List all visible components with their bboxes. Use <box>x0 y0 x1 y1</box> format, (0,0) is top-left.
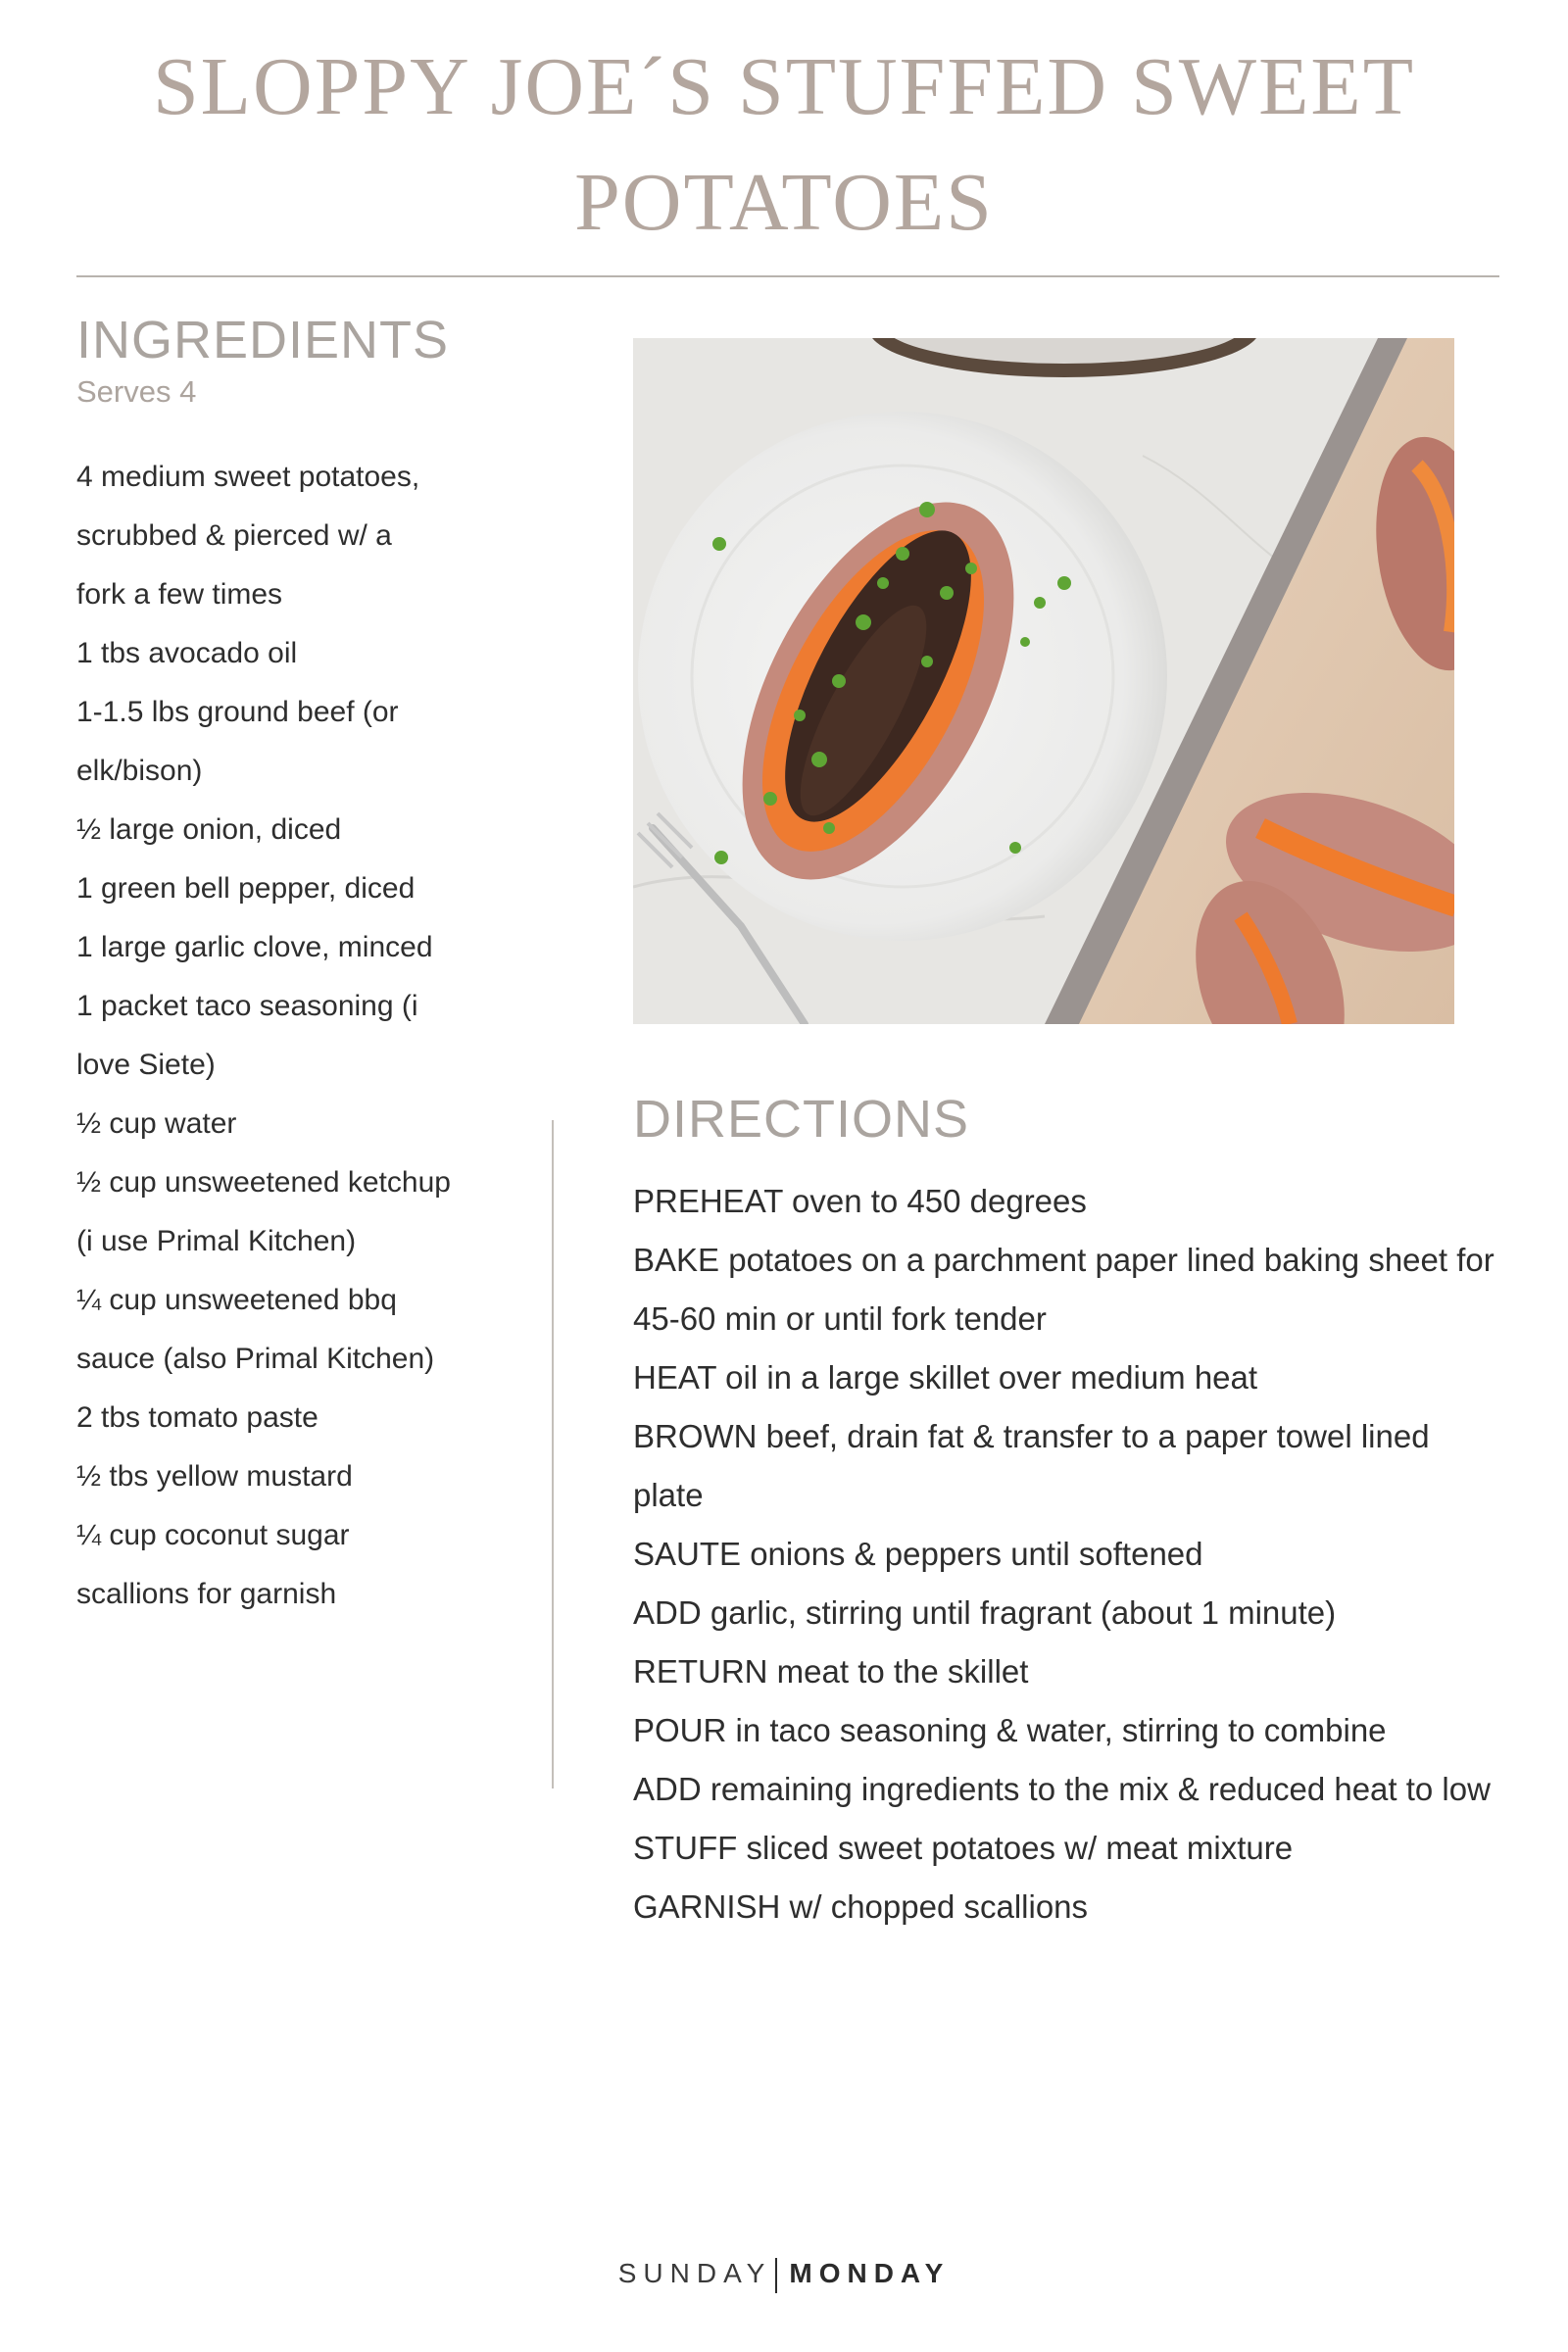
ingredient-line: 1-1.5 lbs ground beef (or <box>76 696 399 728</box>
recipe-title <box>98 29 1470 261</box>
direction-line: ADD remaining ingredients to the mix & reduced heat to low <box>633 1771 1491 1807</box>
direction-line: plate <box>633 1477 704 1513</box>
ingredient-line: 1 tbs avocado oil <box>76 637 298 669</box>
recipe-title-line-2: POTATOES <box>574 157 994 248</box>
serves-label: Serves 4 <box>76 374 197 409</box>
direction-line: 45-60 min or until fork tender <box>633 1300 1047 1337</box>
direction-line: BROWN beef, drain fat & transfer to a paper towel lined <box>633 1418 1430 1454</box>
ingredient-line: ½ tbs yellow mustard <box>76 1460 353 1493</box>
ingredient-line: scallions for garnish <box>76 1578 337 1610</box>
direction-line: SAUTE onions & peppers until softened <box>633 1536 1203 1572</box>
title-divider <box>76 275 1499 277</box>
brand-separator <box>775 2258 777 2293</box>
ingredients-list <box>76 448 488 1624</box>
direction-line: RETURN meat to the skillet <box>633 1653 1029 1690</box>
footer-brand <box>0 2254 1568 2293</box>
direction-line: BAKE potatoes on a parchment paper lined baking sheet for <box>633 1242 1494 1278</box>
ingredient-line: 1 green bell pepper, diced <box>76 872 416 905</box>
ingredient-line: 4 medium sweet potatoes, <box>76 461 420 493</box>
direction-line: PREHEAT oven to 450 degrees <box>633 1183 1087 1219</box>
directions-list <box>633 1172 1515 1936</box>
ingredient-line: 1 packet taco seasoning (i <box>76 990 418 1022</box>
directions-heading: DIRECTIONS <box>633 1090 970 1149</box>
ingredient-line: ½ cup water <box>76 1107 237 1140</box>
column-divider <box>552 1120 554 1788</box>
brand-sunday: SUNDAY <box>617 2258 772 2288</box>
ingredient-line: sauce (also Primal Kitchen) <box>76 1343 435 1375</box>
ingredient-line: love Siete) <box>76 1049 216 1081</box>
ingredient-line: scrubbed & pierced w/ a <box>76 519 392 552</box>
direction-line: GARNISH w/ chopped scallions <box>633 1888 1089 1925</box>
brand-monday: MONDAY <box>789 2258 951 2288</box>
ingredient-line: (i use Primal Kitchen) <box>76 1225 357 1257</box>
ingredient-line: fork a few times <box>76 578 283 611</box>
ingredient-line: 1 large garlic clove, minced <box>76 931 433 963</box>
ingredient-line: ½ cup unsweetened ketchup <box>76 1166 451 1199</box>
ingredient-line: ¼ cup unsweetened bbq <box>76 1284 397 1316</box>
recipe-title-line-1: SLOPPY JOE´S STUFFED SWEET <box>152 41 1416 132</box>
recipe-photo <box>633 338 1454 1024</box>
ingredient-line: ¼ cup coconut sugar <box>76 1519 350 1551</box>
ingredient-line: ½ large onion, diced <box>76 813 342 846</box>
direction-line: POUR in taco seasoning & water, stirring to combine <box>633 1712 1387 1748</box>
ingredient-line: 2 tbs tomato paste <box>76 1401 318 1434</box>
ingredient-line: elk/bison) <box>76 755 203 787</box>
direction-line: HEAT oil in a large skillet over medium heat <box>633 1359 1258 1396</box>
direction-line: STUFF sliced sweet potatoes w/ meat mixture <box>633 1830 1294 1866</box>
direction-line: ADD garlic, stirring until fragrant (about 1 minute) <box>633 1594 1337 1631</box>
ingredients-heading: INGREDIENTS <box>76 311 450 369</box>
